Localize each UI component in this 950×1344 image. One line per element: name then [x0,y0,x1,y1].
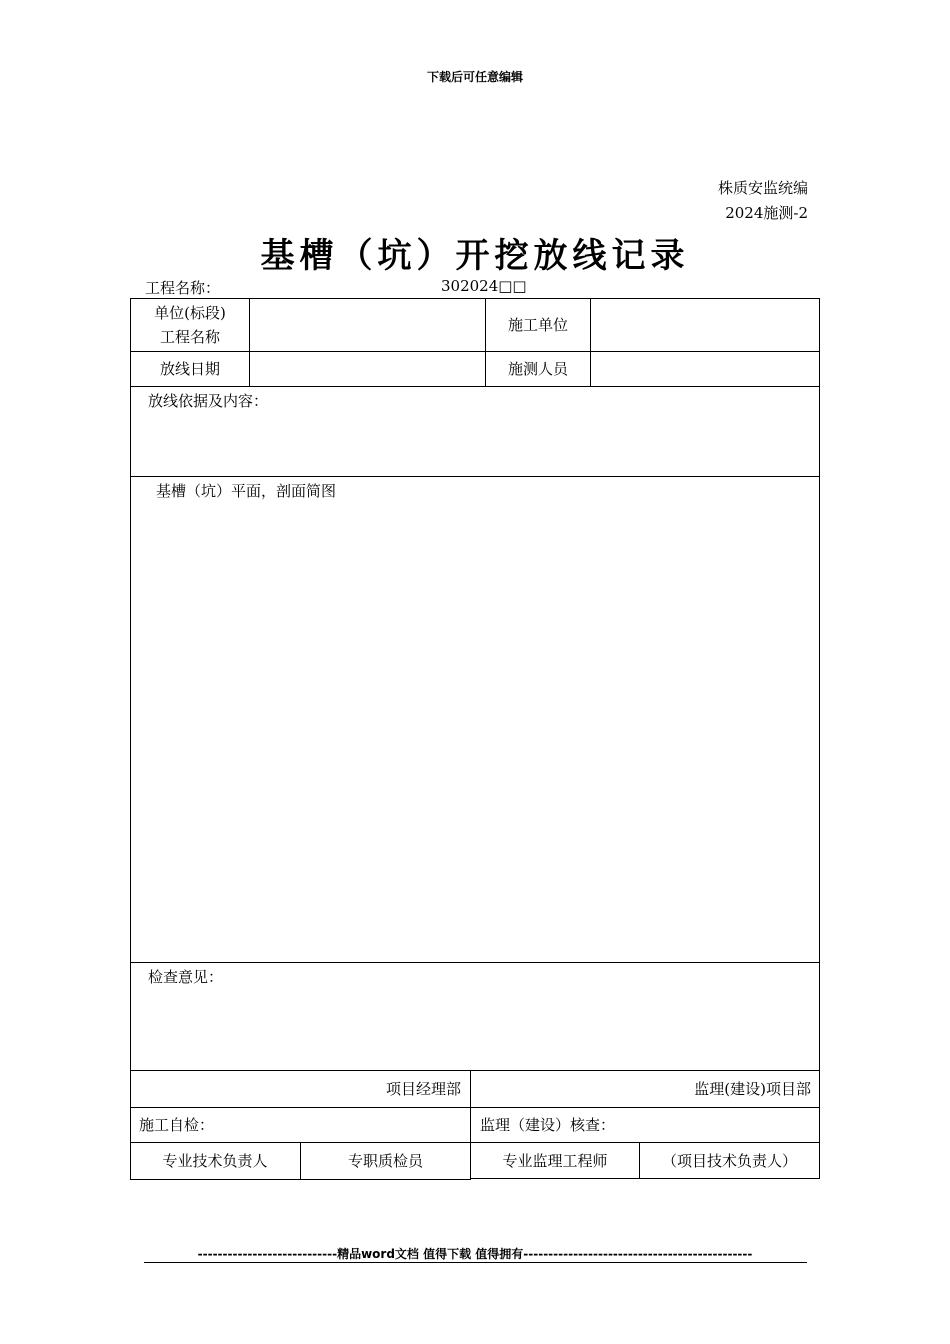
unit-label-line1: 单位(标段) [154,304,226,322]
project-number: 302024□□ [441,277,527,295]
inspection-label: 检查意见： [148,968,224,986]
doc-code-line2: 2024施测-2 [725,204,808,222]
footer-rule [144,1262,807,1263]
project-name-label: 工程名称： [145,279,221,297]
signature-table [130,1070,820,1181]
supervision-check-label: 监理（建设）核查： [480,1116,616,1134]
tech-lead-signature[interactable]: 专业技术负责人 [162,1152,268,1170]
sig-border [470,1178,820,1179]
footer-banner: ----------------------------精品word文档 值得下载 值得拥有---------------------------------------------- [197,1247,753,1261]
date-field[interactable] [250,352,485,386]
header-note: 下载后可任意编辑 [426,70,523,84]
sig-border [819,1070,820,1179]
date-label: 放线日期 [159,360,220,378]
page-title: 基槽（坑）开挖放线记录 [260,236,690,276]
sketch-section[interactable] [131,477,819,962]
record-table [130,298,820,1071]
inspection-section[interactable] [131,963,819,1071]
unit-project-field[interactable] [250,299,485,351]
supervising-engineer-signature[interactable]: 专业监理工程师 [502,1151,608,1170]
surveyor-label: 施测人员 [507,360,568,378]
contractor-label: 施工单位 [507,316,568,334]
supervision-dept-label: 监理(建设)项目部 [694,1079,811,1098]
doc-code-line1: 株质安监统编 [717,179,808,197]
sig-border [130,1179,470,1180]
contractor-field[interactable] [591,299,819,351]
basis-label: 放线依据及内容： [148,392,269,410]
surveyor-field[interactable] [591,352,819,386]
basis-section[interactable] [131,387,819,476]
unit-label-line2: 工程名称 [159,328,220,346]
sketch-label: 基槽（坑）平面，剖面简图 [156,482,337,500]
qc-inspector-signature[interactable]: 专职质检员 [347,1152,423,1170]
project-tech-lead-signature[interactable]: （项目技术负责人） [661,1151,797,1170]
unit-project-label [131,299,249,351]
pm-dept-label: 项目经理部 [385,1079,461,1098]
self-check-label: 施工自检： [139,1116,215,1134]
